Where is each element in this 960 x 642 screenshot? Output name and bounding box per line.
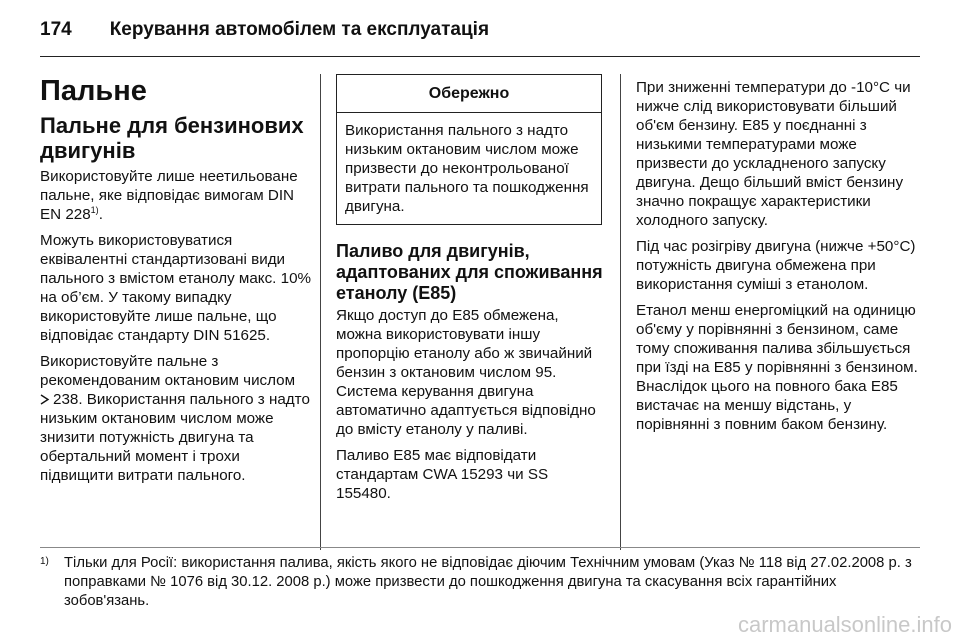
page-reference-number: 238: [53, 391, 79, 408]
footnote-text: Тільки для Росії: використання палива, якість якого не відповідає діючим Технічним умовам (Указ № 118 від 27.02.2008 р. з поправками № 1076 від 30.12. 2008 р.) може призвести до пошкодження двигуна та скасування всіх гарантійних зобов'язань.: [64, 555, 912, 609]
paragraph: Якщо доступ до E85 обмежена, можна використовувати іншу пропорцію етанолу або ж звичайний бензин з октановим числом 95. Система керування двигуна автоматично адаптується відповідно до вмісту етанолу у паливі.: [336, 307, 596, 438]
header-divider: [40, 56, 920, 57]
paragraph: [40, 167, 312, 224]
column-divider: [620, 74, 621, 550]
page-reference-link[interactable]: [40, 391, 78, 408]
caution-title: Обережно: [337, 75, 601, 113]
paragraph: [40, 352, 312, 485]
footnote-divider: [40, 547, 920, 548]
section-title: Пальне: [40, 75, 147, 107]
paragraph: Можуть використовуватися еквівалентні стандартизовані види пального з вмістом етанолу макс. 10% на об’єм. У такому випадку використовуйте лише пальне, що відповідає стандарту DIN 51625.: [40, 232, 312, 344]
reference-arrow-icon: [40, 394, 50, 405]
paragraph: Під час розігріву двигуна (нижче +50°C) потужність двигуна обмежена при використання суміші з етанолом.: [636, 238, 916, 293]
watermark: carmanualsonline.info: [737, 612, 952, 637]
paragraph-text: . Використання пального з надто низьким октановим числом може знизити потужність двигуна та обертальний момент і трохи підвищити витрати пального.: [40, 391, 310, 484]
column-left: [40, 74, 312, 492]
paragraph: Етанол менш енергоміцкий на одиницю об'єму у порівнянні з бензином, саме тому споживання палива збільшується при їзді на E85 у порівнянні з бензином. Внаслідок цього на повного бака E85 вистачає на меншу відстань, у порівнянні з повним баком бензину.: [636, 302, 918, 433]
subsection-title: Пальне для бензинових двигунів: [40, 113, 304, 163]
paragraph-text: Використовуйте пальне з рекомендованим октановим числом: [40, 353, 296, 389]
column-middle: [336, 74, 604, 510]
footnote-mark: 1): [40, 556, 49, 567]
page-header: [40, 12, 920, 48]
column-divider: [320, 74, 321, 550]
caution-box: [336, 74, 602, 225]
footnote-ref[interactable]: 1): [90, 204, 99, 215]
column-right: [636, 78, 918, 441]
footnote: [40, 554, 920, 611]
chapter-title: Керування автомобілем та експлуатація: [109, 19, 490, 40]
caution-text: Використання пального з надто низьким октановим числом може призвести до неконтрольованої витрати пального та пошкодження двигуна.: [345, 122, 589, 215]
paragraph-text: .: [98, 206, 103, 223]
subsection-title: Паливо для двигунів, адаптованих для споживання етанолу (E85): [336, 241, 603, 303]
paragraph: При зниженні температури до -10°C чи нижче слід використовувати більший об'єм бензину. E85 у поєднанні з низькими температурами може призвести до ускладненого запуску двигуна. Дещо більший вміст бензину значно покращує характеристики холодного запуску.: [636, 79, 911, 229]
paragraph-text: Використовуйте лише неетильоване пальне, яке відповідає вимогам DIN EN 228: [40, 168, 298, 223]
paragraph: Паливо E85 має відповідати стандартам CWA 15293 чи SS 155480.: [336, 447, 549, 502]
page-number: 174: [40, 19, 72, 40]
